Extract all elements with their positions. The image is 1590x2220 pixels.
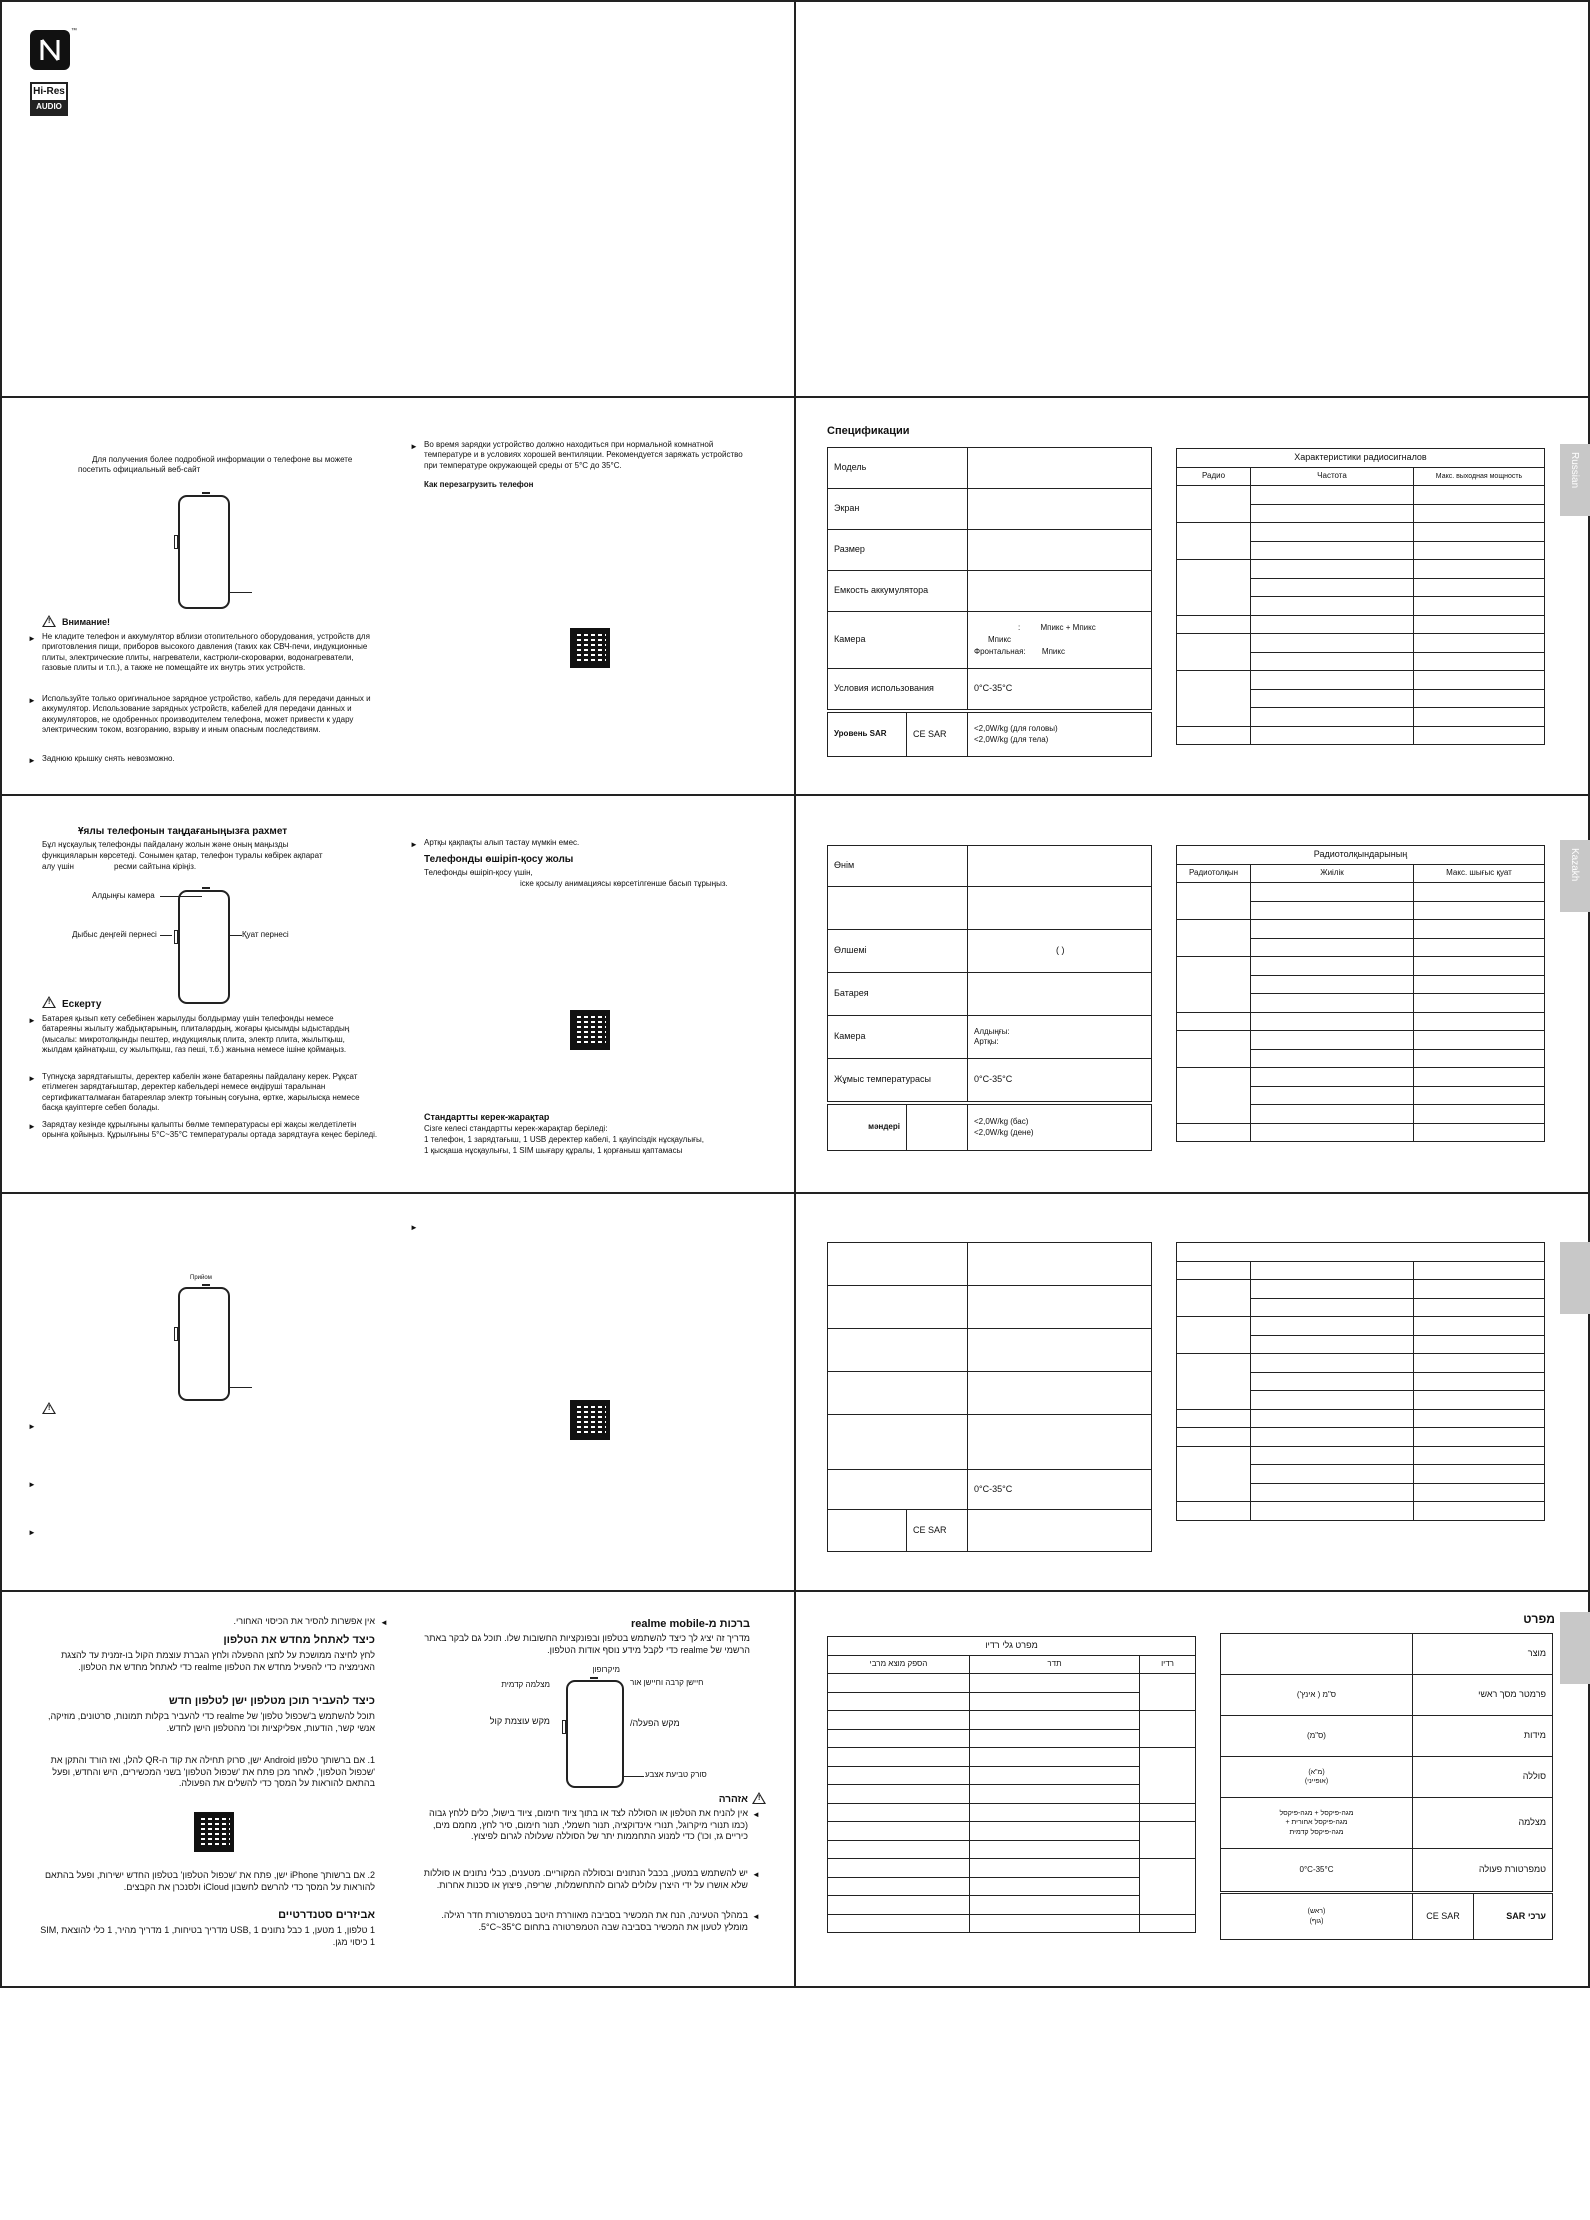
kz-bullet-1: Батарея қызып кету себебінен жарылуды болдырмау үшін телефонды немесе батареяны жылыту жабдықтарының, плиталардың, жоғары қысымды ыдыстардың (мысалы: микротолқынды пештер, индукциялық плита, электр плита, жылытқыш, жылдам қайнатқыш, су жылытқыш, газ пеші, т.б.) жанына немесе ішіне қоймаңыз.: [42, 1014, 350, 1055]
he-thanks-title: ברכות מ-realme mobile: [630, 1618, 750, 1630]
ru-warning-title: Внимание!: [62, 617, 110, 627]
ru-bullet-3: Заднюю крышку снять невозможно.: [42, 754, 175, 763]
ce-sar: CE SAR: [907, 713, 968, 757]
he-intro: מדריך זה יציג לך כיצד להשתמש בטלפון ובפונקציות החשובות שלו. תוכל גם לבקר באתר הרשמי של realme כדי לקבל מידע נוסף אודות הטלפון.: [424, 1633, 750, 1655]
kz-std-2: 1 телефон, 1 зарядтағыш, 1 USB деректер кабелі, 1 қауіпсіздік нұсқаулығы,: [424, 1135, 704, 1144]
kz-language-tab: Kazakh: [1560, 840, 1590, 912]
p3-radio-table: [1176, 1242, 1545, 1521]
he-bullet-icon: ◄: [752, 1870, 760, 1879]
kz-std-title: Стандартты керек-жарақтар: [424, 1112, 550, 1122]
kz-bullet-icon: ►: [28, 1074, 36, 1083]
spec-label: Экран: [828, 489, 968, 530]
p3-phone-diagram: [178, 1287, 230, 1401]
hires-audio-logo: [30, 82, 68, 116]
he-fingerprint-label: סורק טביעת אצבע: [645, 1770, 707, 1779]
sar-head: <2,0W/kg (для головы): [974, 724, 1058, 734]
ru-intro: Для получения более подробной информации о телефоне вы можете посетить официальный веб-сайт: [78, 455, 353, 475]
p3-bullet-icon: ►: [28, 1528, 36, 1537]
spec-label: Модель: [828, 448, 968, 489]
he-warning-icon: !: [752, 1792, 766, 1804]
temp-value: 0°C-35°C: [968, 669, 1152, 710]
center-divider: [794, 0, 796, 1988]
kz-intro-3: алу үшін: [42, 862, 74, 871]
hires-logo-bottom: AUDIO: [32, 100, 66, 114]
he-volume-label: מקש עוצמת קול: [489, 1716, 550, 1726]
he-transfer-text: תוכל להשתמש ב'שכפול טלפון' של realme כדי להעביר בקלות תמונות, סרטונים, מוזיקה, אנשי קשר, הודעות, אפליקציות וכו' מהטלפון הישן לחדש.: [47, 1711, 375, 1733]
kz-bullet-icon: ►: [410, 840, 418, 849]
he-std-text: 1 טלפון, 1 מטען, 1 כבל נתונים USB, 1 מדריך בטיחות, 1 מדריך מהיר, 1 כלי להוצאת SIM, 1 כיסוי מגן.: [40, 1925, 375, 1947]
he-android-text: 1. אם ברשותך טלפון Android ישן, סרוק תחילה את קוד ה-QR להלן, ואז הורד והתקן את 'שכפול הטלפון', לאחר מכן פתח את 'שכפול הטלפון' בשני המכשירים, היש והחדש, ופעל בהתאם להוראות על המסך כדי להשלים את הפעולה.: [50, 1755, 375, 1789]
he-phone-diagram: [566, 1680, 624, 1788]
kz-phone-diagram: [178, 890, 230, 1004]
he-restart-title: כיצד לאתחל מחדש את הטלפון: [223, 1634, 375, 1646]
p3-bullet-icon: ►: [28, 1422, 36, 1431]
p3-bullet-icon: ►: [28, 1480, 36, 1489]
radio-title: Характеристики радиосигналов: [1177, 449, 1545, 468]
kz-std-1: Сізге келесі стандартты керек-жарақтар беріледі:: [424, 1124, 608, 1133]
ru-bullet-icon: ►: [28, 756, 36, 765]
kz-restart-2: іске қосылу анимациясы көрсетілгенше басып тұрыңыз.: [520, 879, 728, 888]
kz-front-camera: Алдыңғы камера: [92, 891, 155, 900]
p3-warning-icon: !: [42, 1402, 56, 1414]
ru-qr-code: [570, 628, 610, 668]
row-divider-3: [0, 1192, 1590, 1194]
ru-bullet-icon: ►: [28, 696, 36, 705]
kz-bullet-icon: ►: [28, 1016, 36, 1025]
p3-sar-table: CE SAR: [827, 1509, 1152, 1552]
he-bullet-icon: ◄: [380, 1618, 388, 1627]
row-divider-1: [0, 396, 1590, 398]
he-bullet-icon: ◄: [752, 1810, 760, 1819]
p3-bullet-icon: ►: [410, 1223, 418, 1232]
he-mic-label: מיקרופון: [592, 1665, 620, 1674]
hires-logo-top: Hi-Res: [33, 86, 65, 97]
kz-bullet-2: Түпнұсқа зарядтағышты, деректер кабелін және батареяны пайдалану керек. Рұқсат етілмеген зарядтағыштар, деректер кабельдері немесе өндіруші таралынан сертификатталмаған батареялар электр тоғының соғуына, өртке, жарылысқа немесе басқа қауіптерге себеп болады.: [42, 1072, 360, 1113]
kz-warning-title: Ескерту: [62, 999, 102, 1010]
he-sar-table: ערכי SAR CE SAR (ראש) (גוף): [1220, 1893, 1553, 1940]
row-divider-2: [0, 794, 1590, 796]
kz-bullet-icon: ►: [28, 1122, 36, 1131]
row-divider-4: [0, 1590, 1590, 1592]
kz-warning-icon: !: [42, 996, 56, 1008]
he-radio-table: מפרט גלי רדיו רדיו תדר הספק מוצא מרבי: [827, 1636, 1196, 1933]
ru-spec-title: Спецификации: [827, 425, 910, 437]
ru-language-tab: Russian: [1560, 444, 1590, 516]
kz-intro-1: Бұл нұсқаулық телефонды пайдалану жолын және оның маңызды: [42, 840, 289, 849]
ru-bullet-icon: ►: [28, 634, 36, 643]
spec-label: Емкость аккумулятора: [828, 571, 968, 612]
he-spec-title: מפרט: [1523, 1612, 1555, 1626]
tm-mark: ™: [71, 28, 77, 34]
kz-title: Ұялы телефонын таңдағаныңызға рахмет: [78, 826, 288, 837]
kz-bullet-3: Зарядтау кезінде құрылғыны қалыпты бөлме температурасы ері жақсы желдетілетін орынға қойыңыз. Құрылғыны 5°C~35°C температуралы ортада зарядтауға кеңес беріледі.: [42, 1120, 378, 1140]
kz-intro-2: функцияларын көрсетеді. Сонымен қатар, телефон туралы көбірек ақпарат: [42, 851, 323, 860]
he-sensor-label: חיישן קרבה וחיישן אור: [630, 1678, 704, 1687]
kz-restart-1: Телефонды өшіріп-қосу үшін,: [424, 868, 533, 877]
kz-qr-code: [570, 1010, 610, 1050]
he-warning-title: אזהרה: [718, 1794, 748, 1805]
ru-restart-title: Как перезагрузить телефон: [424, 480, 534, 489]
p3-lead-label: Прийом: [190, 1275, 212, 1281]
he-no-back: אין אפשרות להסיר את הכיסוי האחורי.: [233, 1616, 375, 1626]
ru-warning-icon: !: [42, 615, 56, 627]
he-std-title: אביזרים סטנדרטיים: [278, 1909, 375, 1921]
p3-qr-code: [570, 1400, 610, 1440]
ru-phone-diagram: [178, 495, 230, 609]
ru-bullet-1: Не кладите телефон и аккумулятор вблизи отопительного оборудования, устройств для приготовления пищи, приборов высокого давления (таких как СВЧ-печи, индукционные плиты, электрические плиты, нагреватели, кастрюли-скороварки, водонагреватели, газовые плиты и т.п.), а также не помещайте их внутрь этих устройств.: [42, 632, 370, 673]
nfc-logo: [30, 30, 70, 70]
kz-intro-4: ресми сайтына кіріңіз.: [114, 862, 197, 871]
he-iphone-text: 2. אם ברשותך iPhone ישן, פתח את 'שכפול הטלפון' בטלפון החדש ישירות, ופעל בהתאם להוראות על המסך כדי להרשם לחשבון iCloud ולסנכרן את הקבצים.: [44, 1870, 375, 1892]
kz-radio-table: Радиотолқындарының Радиотолқын Жиілік Макс. шығыс қуат: [1176, 845, 1545, 1142]
kz-spec-table: Өнім Өлшемі ( ) Батарея Камера Алдыңғы: Артқы: Жұмыс температурасы 0°C-35°C: [827, 845, 1152, 1102]
he-restart-text: לחץ לחיצה ממושכת על לחצן ההפעלה ולחץ הגברת עוצמת הקול בו-זמנית עד להצגת האנימציה כדי להפעיל מחדש את הטלפון realme כדי לאתחל מחדש את הטלפון.: [61, 1650, 375, 1672]
kz-back-cover: Артқы қақпақты алып тастау мүмкін емес.: [424, 838, 580, 847]
he-bullet-2: יש להשתמש במטען, בכבל הנתונים ובסוללה המקוריים. מטענים, כבלי נתונים או סוללות שלא אושרו על ידי היצרן עלולים לגרום להתחשמלות, שריפה, פיצוץ או סכנות אחרות.: [423, 1868, 748, 1890]
he-bullet-icon: ◄: [752, 1912, 760, 1921]
kz-std-3: 1 қысқаша нұсқаулығы, 1 SIM шығару құралы, 1 қорғаныш қаптамасы: [424, 1146, 683, 1155]
he-transfer-title: כיצד להעביר תוכן מטלפון ישן לטלפון חדש: [168, 1695, 375, 1707]
he-bullet-3: במהלך הטעינה, הנח את המכשיר בסביבה מאווררת היטב בטמפרטורת חדר רגילה. מומלץ לטעון את המכשיר בסביבה שבה הטמפרטורה בתחום 5°C~35°C.: [441, 1910, 748, 1932]
ru-sar-table: [827, 712, 1152, 757]
he-front-cam-label: מצלמה קדמית: [501, 1680, 550, 1689]
spec-label: Условия использования: [828, 669, 968, 710]
he-power-label: מקש הפעלה/: [630, 1718, 680, 1728]
spec-label: Размер: [828, 530, 968, 571]
p3-language-tab: [1560, 1242, 1590, 1314]
sar-label: Уровень SAR: [828, 713, 907, 757]
he-bullet-1: אין להניח את הטלפון או הסוללה לצד או בתוך ציוד חימום, ציוד בישול, כלים ללחץ גבוה (כמו תנורי מיקרוגל, תנורי אינדוקציה, תנור חשמלי, תנור חימום, סיר לחץ, מחמם מים, כיריים גז, וכו') כדי למנוע התחממות יתר של הסוללה שעלולה לגרום לפיצוץ.: [429, 1808, 748, 1842]
ru-spec-table: Модель Экран Размер Емкость аккумулятора Камера : Мпикс + Мпикс Мпикс Фронтальная: Мпикс Условия использования 0°C-35°C: [827, 447, 1152, 710]
he-qr-code: [194, 1812, 234, 1852]
he-language-tab: [1560, 1612, 1590, 1684]
he-spec-table: מוצר פרמטר מסך ראשי ס"מ ( אינץ') מידות (ס"מ) סוללה (מ"א) (אופייני) מצלמה מגה-פיקסל + מגה-פיקסל מגה-פיקסל אחורית + מגה-פיקסל קדמית טמפרטורת פעולה 0°C-35°C: [1220, 1633, 1553, 1892]
ru-bullet-2: Используйте только оригинальное зарядное устройство, кабель для передачи данных и аккумулятор. Использование зарядных устройств, кабелей для передачи данных и аккумуляторов, не одобренных производителем телефона, может привести к удару электрическим током, возгоранию, взрыву и иным опасным последствиям.: [42, 694, 371, 735]
sar-body: <2,0W/kg (для тела): [974, 734, 1049, 744]
ru-bullet-icon: ►: [410, 442, 418, 451]
p3-spec-table: 0°C-35°C: [827, 1242, 1152, 1510]
kz-volume-key: Дыбыс деңгейі пернесі: [72, 930, 157, 939]
spec-label: Камера: [828, 612, 968, 669]
kz-restart-title: Телефонды өшіріп-қосу жолы: [424, 854, 574, 865]
kz-sar-table: мәндері <2,0W/kg (бас) <2,0W/kg (дене): [827, 1104, 1152, 1151]
kz-power-key: Қуат пернесі: [242, 930, 289, 939]
ru-charging: Во время зарядки устройство должно находиться при нормальной комнатной температуре и в условиях хорошей вентиляции. Рекомендуется заряжать устройство при температуре окружающей среды от 5°C до 35°C.: [424, 440, 743, 470]
ru-radio-table: Характеристики радиосигналов Радио Частота Макс. выходная мощность: [1176, 448, 1545, 745]
